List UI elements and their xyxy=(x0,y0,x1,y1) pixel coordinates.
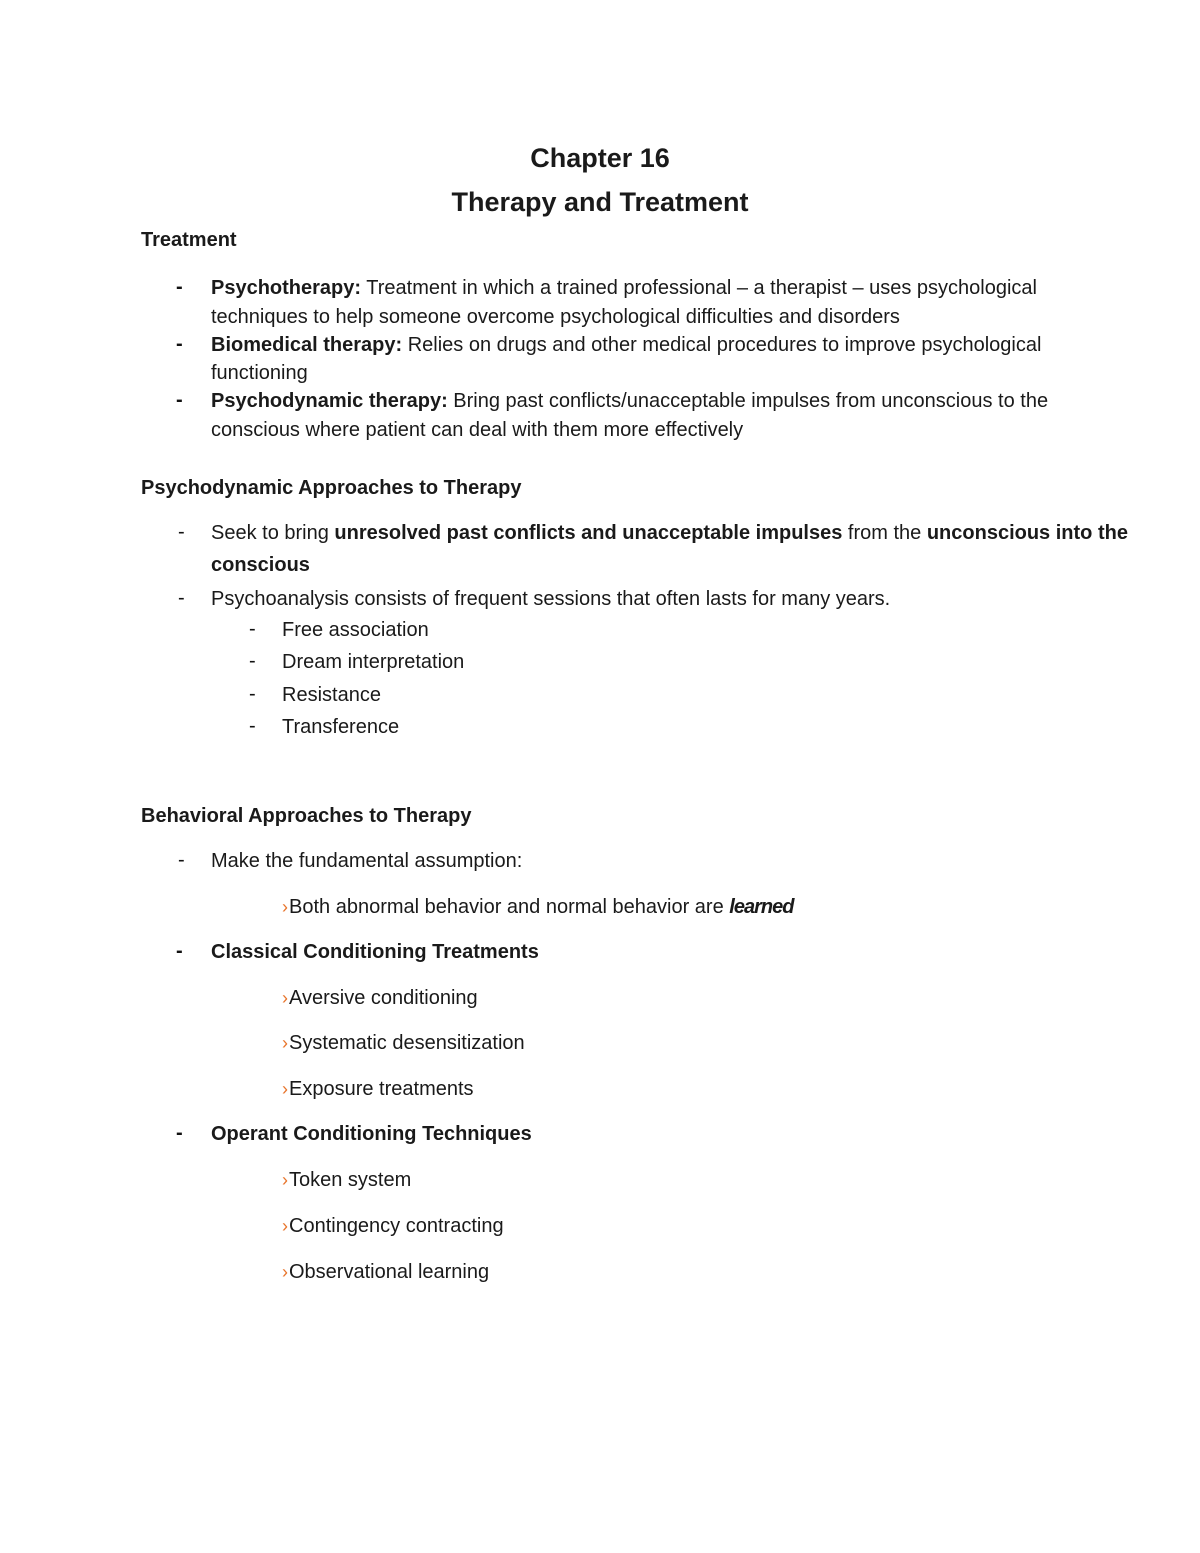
definition-text: Relies on drugs and other medical procedures to improve psychological xyxy=(402,334,1042,356)
definition-psychotherapy xyxy=(211,277,1037,300)
bullet-dash: - xyxy=(176,1122,183,1144)
chevron-icon: › xyxy=(282,1033,288,1053)
chevron-icon: › xyxy=(282,1262,288,1282)
list-item: Free association xyxy=(282,619,429,641)
definition-continuation: functioning xyxy=(211,362,308,384)
chevron-icon: › xyxy=(282,988,288,1008)
chevron-icon: › xyxy=(282,1170,288,1190)
list-item xyxy=(282,1032,525,1055)
text-run: Seek to bring xyxy=(211,522,335,544)
definition-biomedical xyxy=(211,334,1041,357)
term-label: Psychodynamic therapy: xyxy=(211,390,448,412)
section-heading-behavioral: Behavioral Approaches to Therapy xyxy=(141,805,472,827)
list-item xyxy=(282,1215,504,1238)
psychodynamic-goal-continuation xyxy=(211,554,310,577)
list-item xyxy=(282,1169,411,1192)
term-label: Biomedical therapy: xyxy=(211,334,403,356)
subheading-label: Operant Conditioning Techniques xyxy=(211,1123,532,1145)
text-run: from the xyxy=(842,522,927,544)
bullet-dash: - xyxy=(178,849,185,871)
emphasis-learned: learned xyxy=(729,896,794,918)
fundamental-assumption: Make the fundamental assumption: xyxy=(211,850,523,872)
item-label: Observational learning xyxy=(289,1261,490,1283)
list-item xyxy=(282,1261,489,1284)
definition-continuation: techniques to help someone overcome psychological difficulties and disorders xyxy=(211,306,900,328)
emphasis: unresolved past conflicts and unacceptable impulses xyxy=(334,522,843,544)
psychoanalysis-description: Psychoanalysis consists of frequent sessions that often lasts for many years. xyxy=(211,588,891,610)
chevron-icon: › xyxy=(282,897,288,917)
item-label: Aversive conditioning xyxy=(289,987,478,1009)
text-run: Both abnormal behavior and normal behavior are xyxy=(289,896,730,918)
definition-text: Bring past conflicts/unacceptable impulses from unconscious to the xyxy=(447,390,1049,412)
bullet-dash: - xyxy=(178,521,185,543)
psychodynamic-goal xyxy=(211,522,1128,545)
bullet-dash: - xyxy=(249,618,256,640)
section-heading-psychodynamic: Psychodynamic Approaches to Therapy xyxy=(141,477,522,499)
subheading-label: Classical Conditioning Treatments xyxy=(211,941,539,963)
item-label: Token system xyxy=(289,1169,412,1191)
emphasis: conscious xyxy=(211,554,310,576)
definition-continuation: conscious where patient can deal with them more effectively xyxy=(211,419,744,441)
bullet-dash: - xyxy=(249,683,256,705)
chevron-icon: › xyxy=(282,1079,288,1099)
bullet-dash: - xyxy=(176,276,183,298)
definition-psychodynamic xyxy=(211,390,1048,413)
definition-text: Treatment in which a trained professional – a therapist – uses psychological xyxy=(361,277,1037,299)
item-label: Contingency contracting xyxy=(289,1215,504,1237)
assumption-detail xyxy=(282,896,793,919)
list-item: Resistance xyxy=(282,684,381,706)
chapter-title: Chapter 16 xyxy=(530,143,670,173)
bullet-dash: - xyxy=(176,389,183,411)
term-label: Psychotherapy: xyxy=(211,277,362,299)
bullet-dash: - xyxy=(249,715,256,737)
bullet-dash: - xyxy=(176,333,183,355)
bullet-dash: - xyxy=(249,650,256,672)
item-label: Systematic desensitization xyxy=(289,1032,525,1054)
classical-conditioning-heading xyxy=(211,941,539,964)
list-item: Dream interpretation xyxy=(282,651,465,673)
list-item xyxy=(282,987,478,1010)
operant-conditioning-heading xyxy=(211,1123,532,1146)
list-item: Transference xyxy=(282,716,400,738)
list-item xyxy=(282,1078,474,1101)
bullet-dash: - xyxy=(176,940,183,962)
emphasis: unconscious into the xyxy=(926,522,1128,544)
bullet-dash: - xyxy=(178,587,185,609)
item-label: Exposure treatments xyxy=(289,1078,474,1100)
chevron-icon: › xyxy=(282,1216,288,1236)
section-heading-treatment: Treatment xyxy=(141,229,237,251)
chapter-subtitle: Therapy and Treatment xyxy=(451,187,749,217)
